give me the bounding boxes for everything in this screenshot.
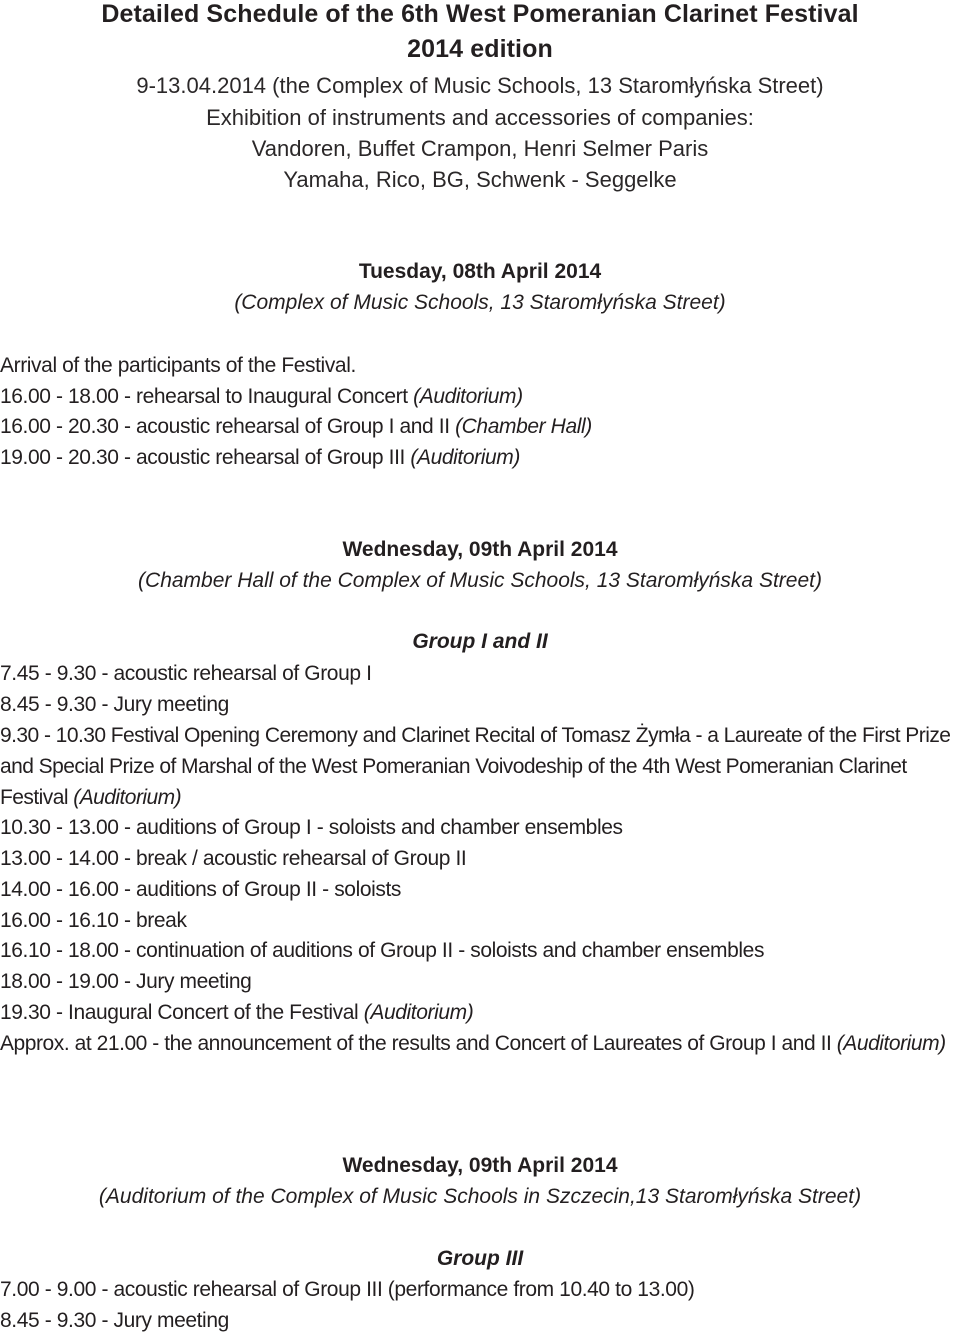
schedule-item: 16.00 - 20.30 - acoustic rehearsal of Group I and II (Chamber Hall)	[0, 415, 592, 438]
schedule-item: 13.00 - 14.00 - break / acoustic rehearsal of Group II	[0, 847, 467, 870]
wednesday-2-venue: (Auditorium of the Complex of Music Schools in Szczecin,13 Staromłyńska Street)	[98, 1185, 862, 1208]
schedule-item: 7.00 - 9.00 - acoustic rehearsal of Group III (performance from 10.40 to 13.00)	[0, 1278, 695, 1301]
wednesday-2-day-heading: Wednesday, 09th April 2014	[342, 1154, 618, 1177]
intro-line-companies-2: Yamaha, Rico, BG, Schwenk - Seggelke	[283, 167, 677, 192]
intro-line-exhibition: Exhibition of instruments and accessories of companies:	[206, 105, 754, 130]
schedule-item: 14.00 - 16.00 - auditions of Group II - soloists	[0, 878, 402, 901]
schedule-item-opening-ceremony: 9.30 - 10.30 Festival Opening Ceremony and Clarinet Recital of Tomasz Żymła - a Laureate of the First Prize and Special Prize of Marshal of the West Pomeranian Voivodeship of the 4th West Pomeranian Clarinet Festival (Auditorium)	[0, 724, 951, 809]
schedule-item: 8.45 - 9.30 - Jury meeting	[0, 1309, 229, 1332]
schedule-item: 16.10 - 18.00 - continuation of auditions of Group II - soloists and chamber ensembles	[0, 939, 765, 962]
schedule-item: 10.30 - 13.00 - auditions of Group I - soloists and chamber ensembles	[0, 816, 623, 839]
wednesday-1-day-heading: Wednesday, 09th April 2014	[342, 538, 618, 561]
wednesday-1-venue: (Chamber Hall of the Complex of Music Schools, 13 Staromłyńska Street)	[138, 569, 822, 592]
schedule-item: 18.00 - 19.00 - Jury meeting	[0, 970, 252, 993]
tuesday-arrival: Arrival of the participants of the Festival.	[0, 354, 356, 377]
schedule-item: 16.00 - 18.00 - rehearsal to Inaugural Concert (Auditorium)	[0, 385, 523, 408]
page-title-line2: 2014 edition	[407, 35, 553, 63]
intro-line-companies-1: Vandoren, Buffet Crampon, Henri Selmer Paris	[251, 136, 709, 161]
schedule-item: 19.00 - 20.30 - acoustic rehearsal of Group III (Auditorium)	[0, 446, 520, 469]
schedule-item: 7.45 - 9.30 - acoustic rehearsal of Group I	[0, 662, 372, 685]
schedule-item: 8.45 - 9.30 - Jury meeting	[0, 693, 229, 716]
tuesday-day-heading: Tuesday, 08th April 2014	[358, 260, 602, 283]
schedule-item: 16.00 - 16.10 - break	[0, 909, 187, 932]
page-title-line1: Detailed Schedule of the 6th West Pomeranian Clarinet Festival	[101, 0, 859, 28]
tuesday-venue: (Complex of Music Schools, 13 Staromłyńska Street)	[234, 291, 726, 314]
group-3-heading: Group III	[436, 1247, 524, 1270]
schedule-item-results: Approx. at 21.00 - the announcement of the results and Concert of Laureates of Group I and II (Auditorium)	[0, 1032, 946, 1055]
schedule-item: 19.30 - Inaugural Concert of the Festival (Auditorium)	[0, 1001, 474, 1024]
group-1-2-heading: Group I and II	[412, 630, 548, 653]
intro-line-dates: 9-13.04.2014 (the Complex of Music Schools, 13 Staromłyńska Street)	[136, 73, 824, 98]
